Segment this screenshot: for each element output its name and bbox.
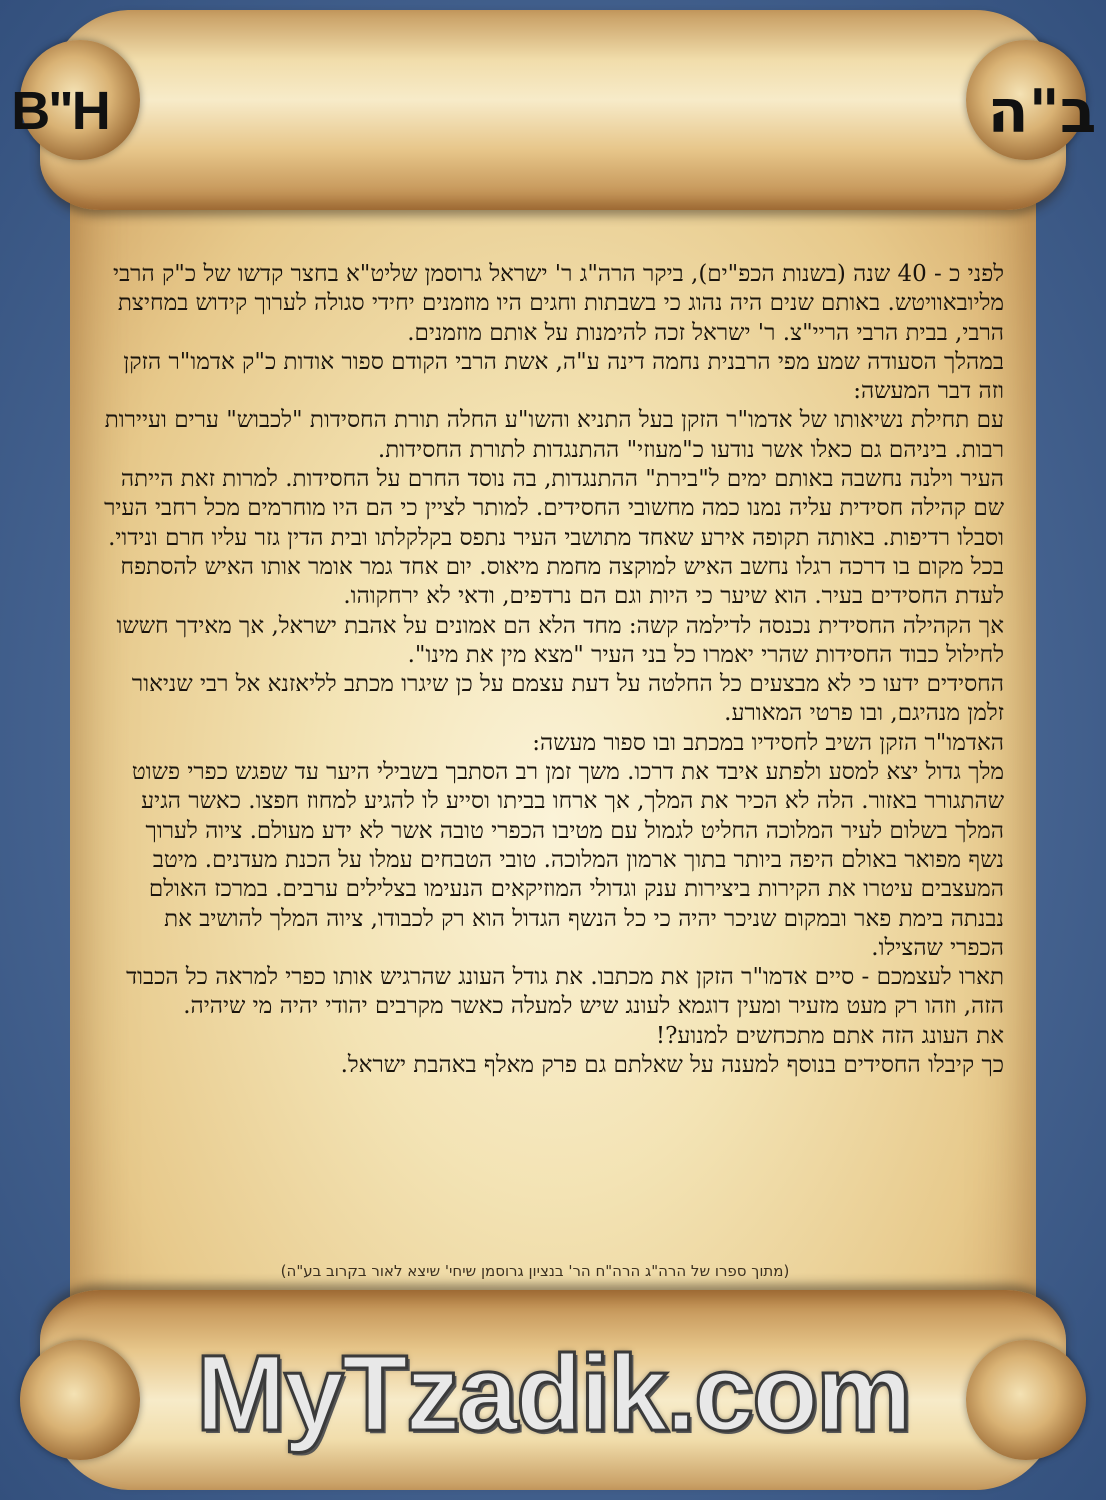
bh-hebrew-mark: ב"ה (987, 77, 1097, 147)
bh-latin-mark: B"H (11, 81, 109, 141)
story-paragraph: תארו לעצמכם - סיים אדמו"ר הזקן את מכתבו. את גודל העונג שהרגיש אותו כפרי למראה כל הכבוד הזה, וזהו רק מעט מזעיר ומעין דוגמא לעונג שיש למעלה כאשר מקרבים יהודי יהיה מי שיהיה. (126, 964, 1004, 1020)
story-paragraph: במהלך הסעודה שמע מפי הרבנית נחמה דינה ע"ה, אשת הרבי הקודם ספור אודות כ"ק אדמו"ר הזקן וזה דבר המעשה: (123, 348, 1004, 405)
story-paragraph: האדמו"ר הזקן השיב לחסידיו במכתב ובו ספור מעשה: (532, 729, 1004, 756)
story-paragraph: את העונג הזה אתם מתכחשים למנוע?! (655, 1022, 1004, 1049)
site-brand-logo: MyTzadik.com (195, 1331, 911, 1453)
story-paragraph: החסידים ידעו כי לא מבצעים כל החלטה על דעת עצמם על כן שיגרו מכתב לליאזנא אל רבי שניאור זלמן מנהיגם, ובו פרטי המאורע. (131, 671, 1004, 727)
story-text (104, 260, 1004, 1080)
story-paragraph: מלך גדול יצא למסע ולפתע איבד את דרכו. משך זמן רב הסתבך בשבילי היער עד שפגש כפרי פשוט שהתגורר באזור. הלה לא הכיר את המלך, אך ארחו בביתו וסייע לו להגיע למחוז חפצו. כאשר הגיע המלך בשלום לעיר המלוכה החליט לגמול עם מטיבו הכפרי טובה אשר לא ידע מעולם. ציוה לערוך נשף מפואר באולם היפה ביותר בתוך ארמון המלוכה. טובי הטבחים עמלו על הכנת מעדנים. מיטב המעצבים עיטרו את הקירות ביצירות ענק וגדולי המוזיקאים הנעימו בצלילים ערבים. במרכז האולם נבנתה בימת פאר ובמקום שניכר יהיה כי כל הנשף הגדול הוא רק לכבודו, ציוה המלך להושיב את הכפרי שהצילו. (131, 759, 1004, 961)
story-paragraph: אך הקהילה החסידית נכנסה לדילמה קשה: מחד הלא הם אמונים על אהבת ישראל, אך מאידך חששו לחילול כבוד החסידות שהרי יאמרו כל בני העיר "מצא מין את מינו". (116, 612, 1004, 668)
scroll-top-roll (40, 10, 1066, 210)
source-note: (מתוך ספרו של הרה"ג הרה"ח הר' בנציון גרוסמן שיחי' שיצא לאור בקרוב בע"ה) (280, 1262, 790, 1280)
story-paragraph: העיר וילנה נחשבה באותם ימים ל"בירת" ההתנגדות, בה נוסד החרם על החסידות. למרות זאת הייתה שם קהילה חסידית עליה נמנו כמה מחשובי החסידים. למותר לציין כי הם היו מוחרמים מכל רחבי העיר וסבלו רדיפות. באותה תקופה אירע שאחד מתושבי העיר נתפס בקלקלתו ובית הדין גזר עליו חרם ונידוי. בכל מקום בו דרכה רגלו נחשב האיש למוקצה מחמת מיאוס. יום אחד גמר אומר אותו האיש להסתפח לעדת החסידים בעיר. הוא שיער כי היות וגם הם נרדפים, ודאי לא ירחקוהו. (104, 466, 1004, 610)
story-paragraph: כך קיבלו החסידים בנוסף למענה על שאלתם גם פרק מאלף באהבת ישראל. (340, 1052, 1004, 1079)
scroll-end-bottom-right (966, 1340, 1086, 1460)
scroll-end-bottom-left (20, 1340, 140, 1460)
story-paragraph: עם תחילת נשיאותו של אדמו"ר הזקן בעל התניא והשו"ע החלה תורת החסידות "לכבוש" ערים ועיירות רבות. ביניהם גם כאלו אשר נודעו כ"מעוזי" ההתנגדות לתורת החסידות. (104, 407, 1004, 463)
story-paragraph: לפני כ - 40 שנה (בשנות הכפ"ים), ביקר הרה"ג ר' ישראל גרוסמן שליט"א בחצר קדשו של כ"ק הרבי מליובאוויטש. באותם שנים היה נהוג כי בשבתות וחגים היו מוזמנים יחידי סגולה לערוך קידוש במחיצת הרבי, בבית הרבי הריי"צ. ר' ישראל זכה להימנות על אותם מוזמנים. (113, 261, 1004, 346)
